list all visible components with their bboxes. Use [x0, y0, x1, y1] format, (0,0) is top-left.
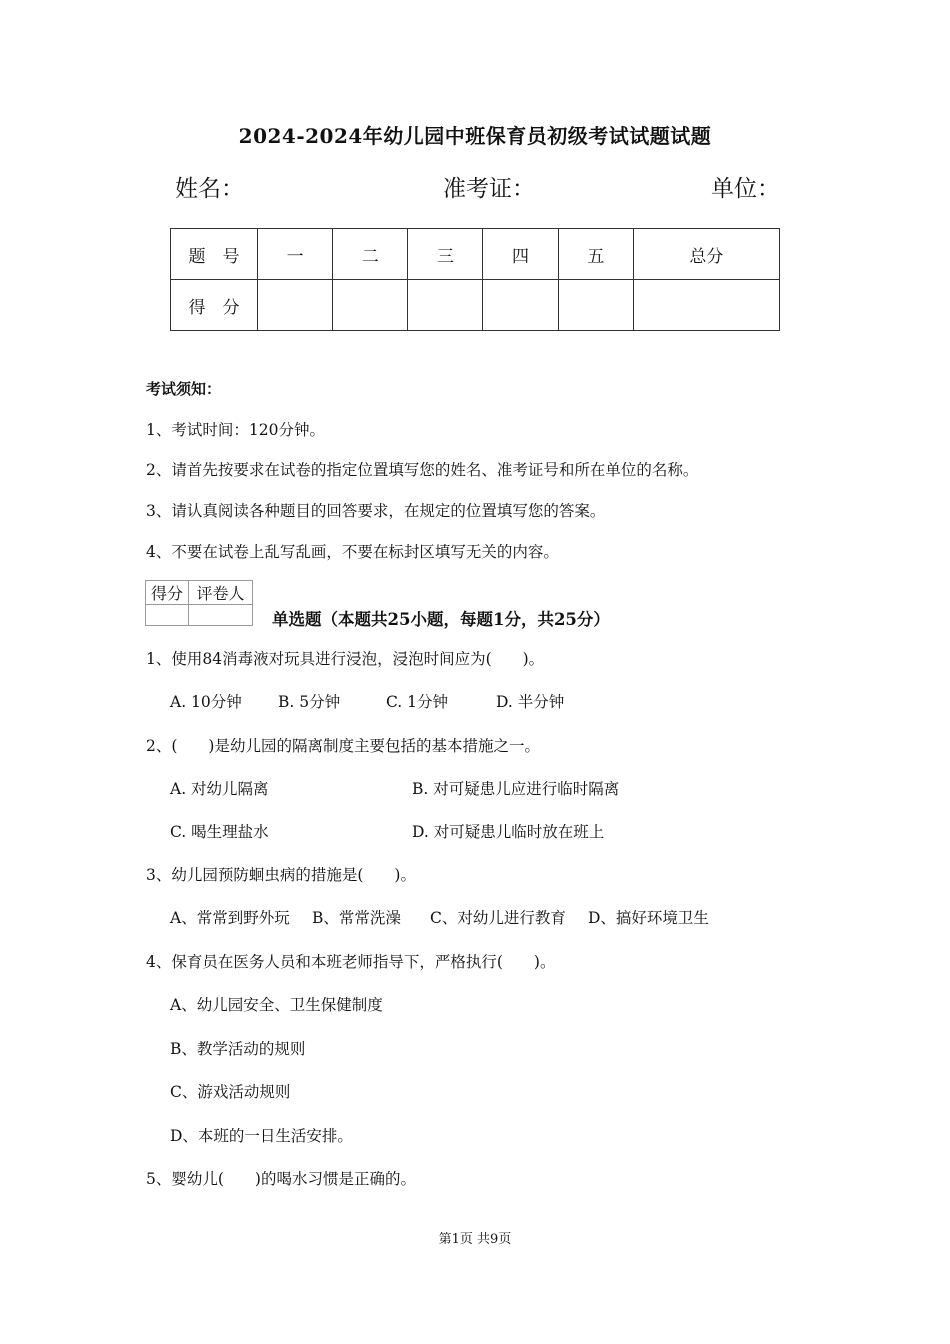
question-stem: 1、使用84消毒液对玩具进行浸泡，浸泡时间应为( )。	[146, 650, 545, 668]
score-cell[interactable]	[483, 280, 558, 331]
notice-item: 4、不要在试卷上乱写乱画，不要在标封区填写无关的内容。	[146, 543, 559, 561]
option-d[interactable]: D、本班的一日生活安排。	[170, 1127, 353, 1145]
option-a[interactable]: A、幼儿园安全、卫生保健制度	[170, 996, 383, 1014]
option-d[interactable]: D. 半分钟	[496, 693, 565, 711]
option-d[interactable]: D. 对可疑患儿临时放在班上	[412, 823, 605, 841]
ticket-label: 准考证：	[443, 176, 535, 202]
option-b[interactable]: B. 5分钟	[278, 693, 341, 711]
score-row-label: 得 分	[171, 280, 258, 331]
grader-name-cell[interactable]	[189, 605, 253, 626]
header-cell: 五	[558, 229, 633, 280]
option-c[interactable]: C. 1分钟	[386, 693, 449, 711]
page-footer: 第1页 共9页	[438, 1232, 512, 1247]
score-cell[interactable]	[408, 280, 483, 331]
score-table	[170, 228, 780, 331]
score-cell[interactable]	[258, 280, 333, 331]
option-a[interactable]: A. 10分钟	[170, 693, 242, 711]
score-cell[interactable]	[633, 280, 779, 331]
header-cell: 总分	[633, 229, 779, 280]
exam-title: 2024-2024年幼儿园中班保育员初级考试试题试题	[238, 124, 712, 148]
section-title: 单选题（本题共25小题，每题1分，共25分）	[272, 610, 610, 629]
option-d[interactable]: D、搞好环境卫生	[588, 909, 709, 927]
question-stem: 5、婴幼儿( )的喝水习惯是正确的。	[146, 1170, 416, 1188]
unit-label: 单位：	[711, 176, 780, 202]
score-table-header-row	[171, 229, 780, 280]
score-cell[interactable]	[558, 280, 633, 331]
grader-score-label: 得分	[146, 581, 189, 605]
question-stem: 2、( )是幼儿园的隔离制度主要包括的基本措施之一。	[146, 737, 540, 755]
name-label: 姓名：	[175, 176, 244, 202]
option-a[interactable]: A、常常到野外玩	[170, 909, 290, 927]
question-stem: 4、保育员在医务人员和本班老师指导下，严格执行( )。	[146, 953, 556, 971]
option-c[interactable]: C、对幼儿进行教育	[430, 909, 566, 927]
option-b[interactable]: B. 对可疑患儿应进行临时隔离	[412, 780, 620, 798]
header-cell: 二	[333, 229, 408, 280]
option-b[interactable]: B、常常洗澡	[312, 909, 401, 927]
header-cell: 四	[483, 229, 558, 280]
option-b[interactable]: B、教学活动的规则	[170, 1040, 306, 1058]
notice-item: 2、请首先按要求在试卷的指定位置填写您的姓名、准考证号和所在单位的名称。	[146, 461, 699, 479]
score-cell[interactable]	[333, 280, 408, 331]
header-cell: 一	[258, 229, 333, 280]
notice-heading: 考试须知：	[146, 380, 222, 398]
candidate-info	[175, 170, 787, 204]
option-a[interactable]: A. 对幼儿隔离	[170, 780, 269, 798]
notice-item: 3、请认真阅读各种题目的回答要求，在规定的位置填写您的答案。	[146, 502, 606, 520]
question-stem: 3、幼儿园预防蛔虫病的措施是( )。	[146, 866, 416, 884]
grader-box	[145, 580, 253, 626]
grader-name-label: 评卷人	[189, 581, 253, 605]
grader-score-cell[interactable]	[146, 605, 189, 626]
score-table-score-row	[171, 280, 780, 331]
header-cell: 题 号	[171, 229, 258, 280]
option-c[interactable]: C. 喝生理盐水	[170, 823, 269, 841]
header-cell: 三	[408, 229, 483, 280]
option-c[interactable]: C、游戏活动规则	[170, 1083, 291, 1101]
notice-item: 1、考试时间：120分钟。	[146, 421, 325, 439]
